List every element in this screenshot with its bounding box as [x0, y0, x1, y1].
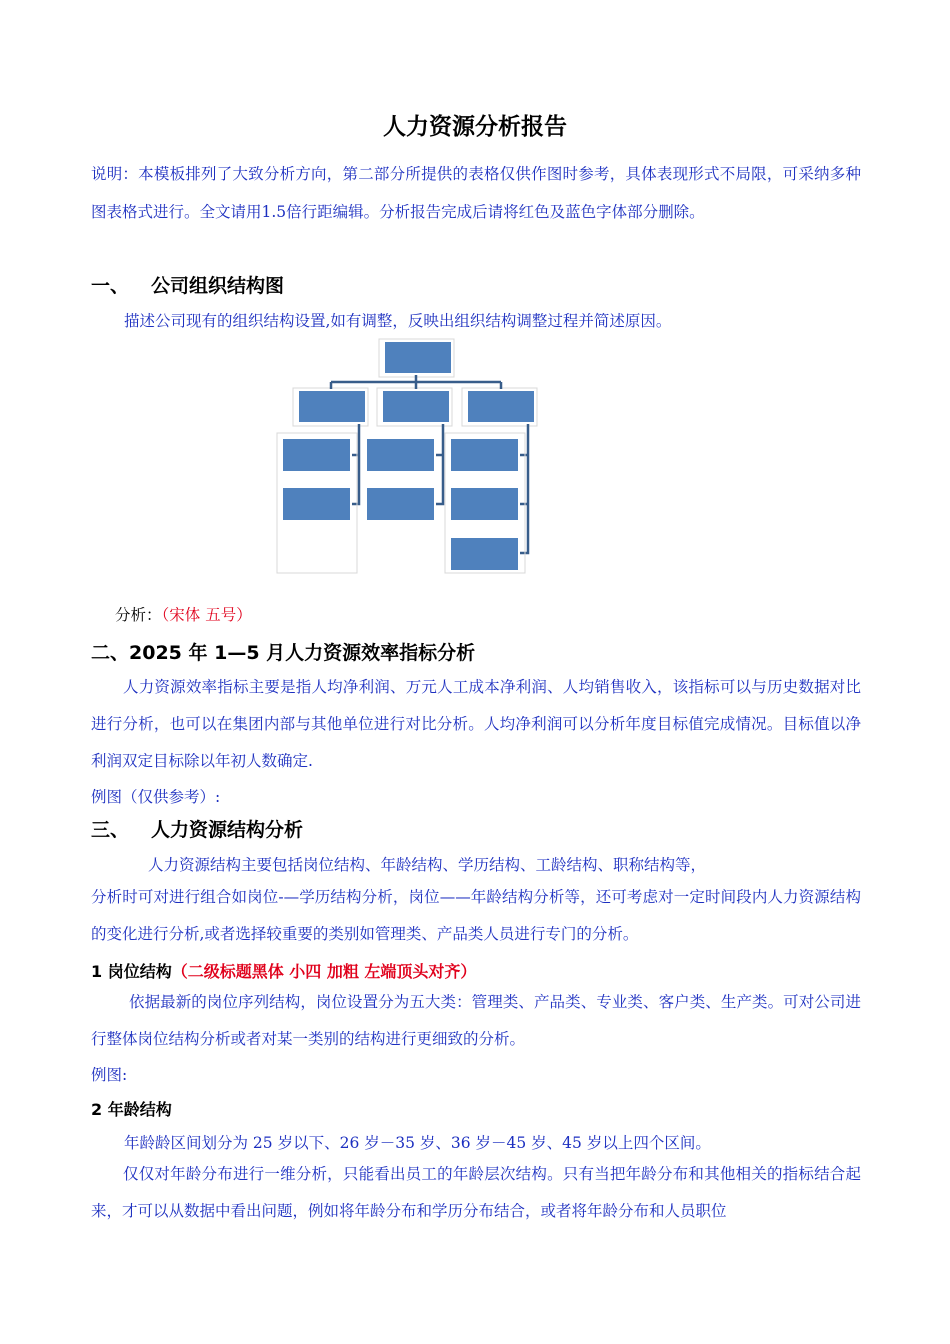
- org-box-unit-3c: [450, 537, 519, 571]
- org-box-dept-2: [382, 390, 450, 423]
- org-box-unit-3a: [450, 438, 519, 472]
- org-box-root: [384, 341, 452, 374]
- subsection2-heading: 2 年龄结构: [91, 1100, 172, 1119]
- subsection1-title: 1 岗位结构: [91, 962, 172, 981]
- template-note: 说明：本模板排列了大致分析方向，第二部分所提供的表格仅供作图时参考，具体表现形式不局限，可采纳多种图表格式进行。全文请用1.5倍行距编辑。分析报告完成后请将红色及蓝色字体部分删除。: [91, 165, 861, 221]
- org-box-unit-1a: [282, 438, 351, 472]
- section2-heading: 二、2025 年 1—5 月人力资源效率指标分析: [91, 642, 476, 664]
- section3-title: 人力资源结构分析: [151, 819, 304, 841]
- subsection1-body: 依据最新的岗位序列结构，岗位设置分为五大类：管理类、产品类、专业类、客户类、生产类。可对公司进行整体岗位结构分析或者对某一类别的结构进行更细致的分析。: [91, 993, 861, 1048]
- section1-analysis: [115, 603, 252, 625]
- org-box-unit-2a: [366, 438, 435, 472]
- section1-description: 描述公司现有的组织结构设置,如有调整，反映出组织结构调整过程并简述原因。: [124, 312, 672, 330]
- org-box-unit-3b: [450, 487, 519, 521]
- org-box-dept-3: [467, 390, 535, 423]
- section1-number: 一、: [91, 275, 130, 297]
- subsection1-example: 例图:: [91, 1066, 128, 1084]
- section3-number: 三、: [91, 819, 130, 841]
- subsection2-body1: 年龄龄区间划分为 25 岁以下、26 岁－35 岁、36 岁－45 岁、45 岁以上四个区间。: [124, 1134, 711, 1152]
- section3-heading: [91, 815, 303, 842]
- analysis-label: 分析：: [115, 606, 162, 624]
- subsection1-heading: [91, 959, 476, 982]
- page-title: 人力资源分析报告: [383, 114, 567, 140]
- section2-body: 人力资源效率指标主要是指人均净利润、万元人工成本净利润、人均销售收入，该指标可以与历史数据对比进行分析，也可以在集团内部与其他单位进行对比分析。人均净利润可以分析年度目标值完成情况。目标值以净利润双定目标除以年初人数确定.: [91, 678, 861, 770]
- section3-body-line1: 人力资源结构主要包括岗位结构、年龄结构、学历结构、工龄结构、职称结构等，: [148, 856, 707, 874]
- org-box-dept-1: [298, 390, 366, 423]
- analysis-font-hint: （宋体 五号）: [161, 606, 252, 624]
- section3-body: 分析时可对进行组合如岗位-—学历结构分析，岗位——年龄结构分析等，还可考虑对一定时间段内人力资源结构的变化进行分析,或者选择较重要的类别如管理类、产品类人员进行专门的分析。: [91, 888, 861, 943]
- org-box-unit-1b: [282, 487, 351, 521]
- section1-title: 公司组织结构图: [151, 275, 285, 297]
- subsection1-format-hint: （二级标题黑体 小四 加粗 左端顶头对齐）: [171, 962, 477, 981]
- subsection2-body2: 仅仅对年龄分布进行一维分析，只能看出员工的年龄层次结构。只有当把年龄分布和其他相关的指标结合起来，才可以从数据中看出问题，例如将年龄分布和学历分布结合，或者将年龄分布和人员职位: [91, 1165, 861, 1220]
- section2-example: 例图（仅供参考）:: [91, 788, 221, 806]
- org-box-unit-2b: [366, 487, 435, 521]
